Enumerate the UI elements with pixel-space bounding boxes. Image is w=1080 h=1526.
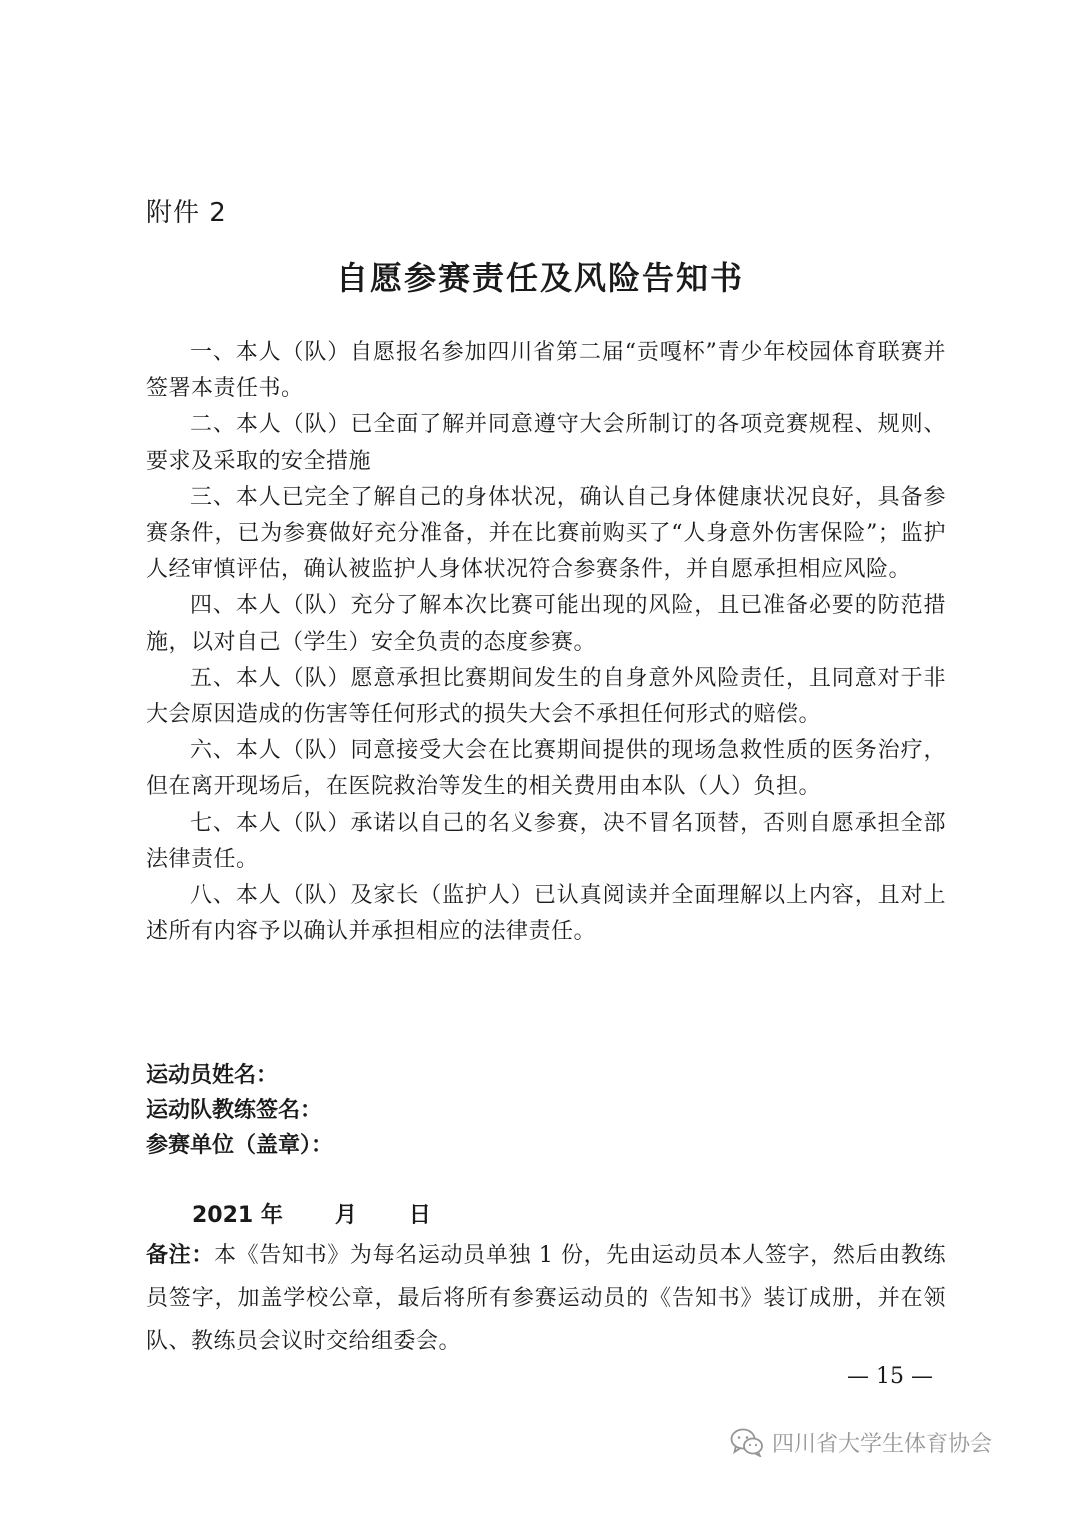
wechat-icon xyxy=(730,1427,764,1457)
clause-8: 八、本人（队）及家长（监护人）已认真阅读并全面理解以上内容，且对上述所有内容予以确认并承担相应的法律责任。 xyxy=(146,883,946,945)
clause-3: 三、本人已完全了解自己的身体状况，确认自己身体健康状况良好，具备参赛条件，已为参赛做好充分准备，并在比赛前购买了“人身意外伤害保险”；监护人经审慎评估，确认被监护人身体状况符合参赛条件，并自愿承担相应风险。 xyxy=(146,484,946,583)
clause-7: 七、本人（队）承诺以自己的名义参赛，决不冒名顶替，否则自愿承担全部法律责任。 xyxy=(146,810,946,872)
remark-label: 备注： xyxy=(146,1243,214,1268)
clause-2: 二、本人（队）已全面了解并同意遵守大会所制订的各项竞赛规程、规则、要求及采取的安全措施 xyxy=(146,412,946,474)
date-day: 日 xyxy=(408,1203,431,1228)
clause-6: 六、本人（队）同意接受大会在比赛期间提供的现场急救性质的医务治疗，但在离开现场后，在医院救治等发生的相关费用由本队（人）负担。 xyxy=(146,738,946,800)
remark-text: 本《告知书》为每名运动员单独 1 份，先由运动员本人签字，然后由教练员签字，加盖学校公章，最后将所有参赛运动员的《告知书》装订成册，并在领队、教练员会议时交给组委会。 xyxy=(146,1243,946,1354)
coach-signature-label: 运动队教练签名： xyxy=(146,1098,323,1123)
document-title: 自愿参赛责任及风险告知书 xyxy=(335,259,744,297)
watermark xyxy=(730,1420,992,1464)
clause-5: 五、本人（队）愿意承担比赛期间发生的自身意外风险责任，且同意对于非大会原因造成的伤害等任何形式的损失大会不承担任何形式的赔偿。 xyxy=(146,665,946,728)
clause-4: 四、本人（队）充分了解本次比赛可能出现的风险，且已准备必要的防范措施，以对自己（学生）安全负责的态度参赛。 xyxy=(146,593,946,655)
document-body xyxy=(146,335,946,950)
attachment-label: 附件 2 xyxy=(146,198,227,228)
athlete-name-label: 运动员姓名： xyxy=(146,1063,279,1088)
clause-1: 一、本人（队）自愿报名参加四川省第二届“贡嘎杯”青少年校园体育联赛并签署本责任书。 xyxy=(146,340,946,402)
date-year: 2021 年 xyxy=(191,1203,283,1228)
unit-seal-label: 参赛单位（盖章）： xyxy=(146,1133,334,1158)
remark-note xyxy=(146,1234,946,1363)
date-month: 月 xyxy=(334,1203,357,1228)
page-number: — 15 — xyxy=(847,1364,933,1389)
watermark-text: 四川省大学生体育协会 xyxy=(772,1431,993,1457)
